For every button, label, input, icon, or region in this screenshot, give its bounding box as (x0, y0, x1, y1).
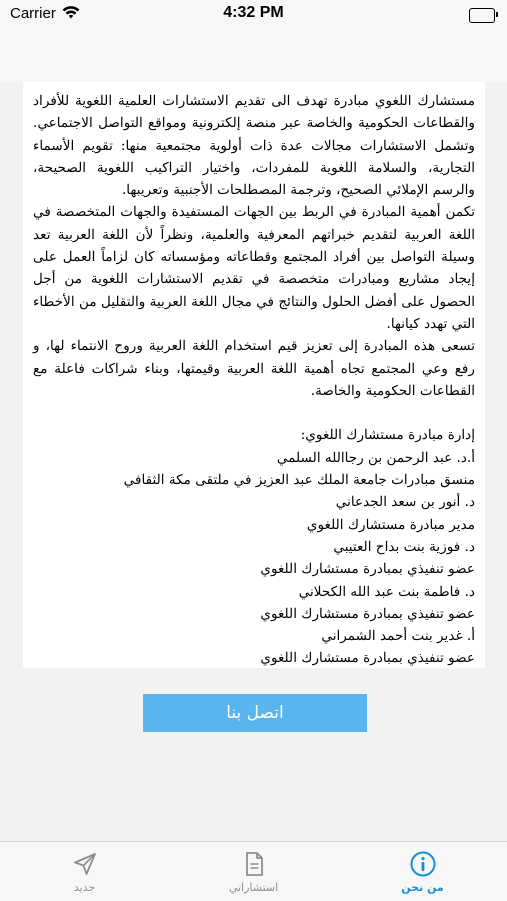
content-paragraph: تكمن أهمية المبادرة في الربط بين الجهات المستفيدة والجهات المتخصصة في اللغة العربية لتقديم خبراتهم المعرفية والعلمية، ونظراً لأن اللغة العربية تعد وسيلة التواصل بين أفراد المجتمع وقطاعاته ومؤسساته كان لزاماً العمل على إيجاد مشاريع ومبادرات متخصصة في تقديم الاستشارات اللغوية من أجل الحصول على أفضل الحلول والنتائج في مجال اللغة العربية والتقليل من الأخطاء التي تهدد كيانها. (28, 204, 475, 332)
content-paragraph: عضو تنفيذي بمبادرة مستشارك اللغوي (260, 650, 475, 667)
battery-icon (469, 8, 495, 23)
document-icon (240, 850, 268, 878)
info-icon (409, 850, 437, 878)
status-bar (0, 0, 507, 30)
content-paragraph: عضو تنفيذي بمبادرة مستشارك اللغوي (260, 561, 475, 578)
content-paragraph: د. أنور بن سعد الجدعاني (335, 494, 475, 511)
content-paragraph: مستشارك اللغوي مبادرة تهدف الى تقديم الاستشارات العلمية اللغوية للأفراد والقطاعات الحكومية والخاصة عبر منصة إلكترونية ومواقع التواصل الاجتماعي. وتشمل الاستشارات مجالات عدة ذات أولوية مجتمعية منها: تقويم الأسماء التجارية، والسلامة اللغوية للمفردات، واختيار التراكيب اللغوية الصحيحة، والرسم الإملائي الصحيح، وترجمة المصطلحات الأجنبية وتعريبها. (28, 93, 475, 199)
paper-plane-icon (71, 850, 99, 878)
tab-about-us[interactable] (338, 842, 507, 901)
tab-label-new: جديد (73, 881, 96, 894)
content-paragraph: أ.د. عبد الرحمن بن رجاالله السلمي (276, 449, 475, 466)
content-paragraph: منسق مبادرات جامعة الملك عبد العزيز في ملتقى مكة الثقافي (123, 472, 475, 489)
content-paragraph (33, 402, 475, 424)
tab-bar (0, 841, 507, 901)
about-text-view[interactable] (23, 82, 485, 668)
content-paragraph: عضو تنفيذي بمبادرة مستشارك اللغوي (260, 605, 475, 622)
content-paragraph: د. فوزية بنت بداح العتيبي (333, 538, 475, 555)
clock: 4:32 PM (223, 4, 284, 21)
contact-us-button[interactable]: اتصل بنا (143, 694, 367, 732)
content-paragraph: إدارة مبادرة مستشارك اللغوي: (300, 427, 475, 444)
tab-new[interactable] (0, 842, 169, 901)
tab-label-my-consultations: استشاراتي (228, 881, 279, 894)
tab-my-consultations[interactable] (169, 842, 338, 901)
content-paragraph: د. فاطمة بنت عبد الله الكحلاني (298, 583, 475, 600)
carrier-label: Carrier (10, 5, 56, 22)
content-paragraph: تسعى هذه المبادرة إلى تعزيز قيم استخدام اللغة العربية وروح الانتماء لها، و رفع وعي المجتمع تجاه أهمية اللغة العربية وقيمتها، وبناء شراكات فاعلة مع القطاعات الحكومية والخاصة. (28, 338, 475, 399)
navigation-bar (0, 30, 507, 82)
tab-label-about-us: من نحن (401, 881, 444, 894)
content-paragraph: أ. غدير بنت أحمد الشمراني (321, 628, 475, 645)
about-text (23, 82, 485, 668)
content-paragraph: مدير مبادرة مستشارك اللغوي (306, 516, 475, 533)
